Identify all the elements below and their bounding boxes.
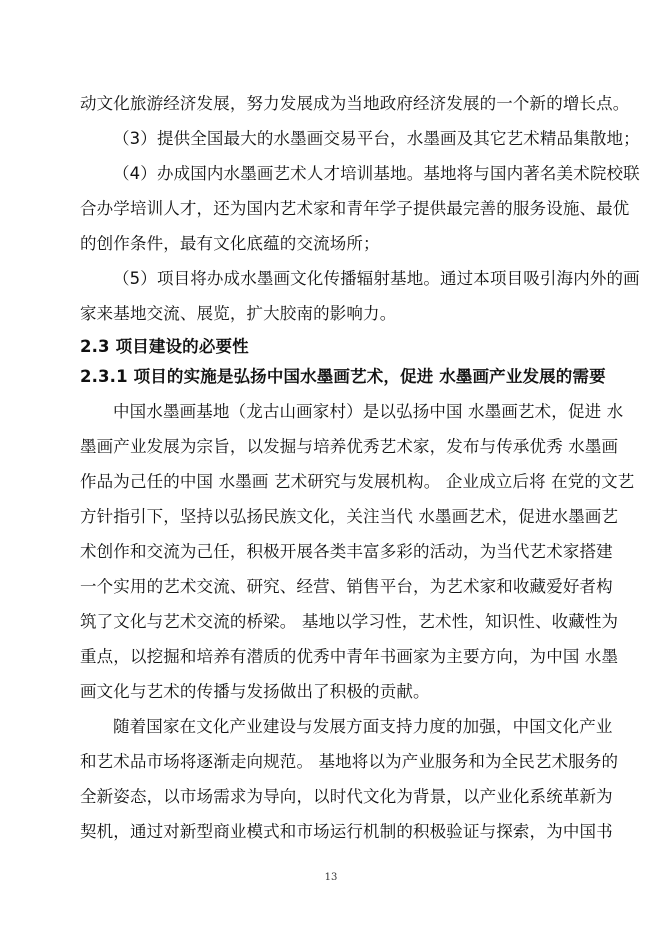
body-line: 家来基地交流、展览，扩大胶南的影响力。 [80, 304, 397, 323]
list-item-5: （5）项目将办成水墨画文化传播辐射基地。通过本项目吸引海内外的画 [113, 269, 640, 288]
body-line: 筑了文化与艺术交流的桥梁。 基地以学习性，艺术性，知识性、收藏性为 [80, 612, 619, 631]
section-heading-2-3: 2.3 项目建设的必要性 [80, 337, 249, 356]
page-number: 13 [324, 872, 338, 883]
list-item-3: （3）提供全国最大的水墨画交易平台，水墨画及其它艺术精品集散地； [113, 129, 640, 148]
body-line: 墨画产业发展为宗旨，以发掘与培养优秀艺术家，发布与传承优秀 水墨画 [80, 437, 619, 456]
body-line: 作品为己任的中国 水墨画 艺术研究与发展机构。 企业成立后将 在党的文艺 [80, 472, 635, 491]
body-line: 的创作条件，最有文化底蕴的交流场所； [80, 234, 380, 253]
body-line: 方针指引下，坚持以弘扬民族文化，关注当代 水墨画艺术，促进水墨画艺 [80, 507, 619, 526]
list-item-4: （4）办成国内水墨画艺术人才培训基地。基地将与国内著名美术院校联 [113, 164, 640, 183]
paragraph-start: 随着国家在文化产业建设与发展方面支持力度的加强，中国文化产业 [113, 717, 613, 736]
body-line: 合办学培训人才，还为国内艺术家和青年学子提供最完善的服务设施、最优 [80, 199, 630, 218]
body-line: 一个实用的艺术交流、研究、经营、销售平台，为艺术家和收藏爱好者构 [80, 577, 613, 596]
body-line: 契机，通过对新型商业模式和市场运行机制的积极验证与探索，为中国书 [80, 822, 613, 841]
body-line: 动文化旅游经济发展，努力发展成为当地政府经济发展的一个新的增长点。 [80, 94, 630, 113]
body-line: 重点，以挖掘和培养有潜质的优秀中青年书画家为主要方向，为中国 水墨 [80, 647, 619, 666]
body-line: 术创作和交流为己任，积极开展各类丰富多彩的活动，为当代艺术家搭建 [80, 542, 613, 561]
subsection-heading-2-3-1: 2.3.1 项目的实施是弘扬中国水墨画艺术，促进 水墨画产业发展的需要 [80, 367, 606, 386]
body-line: 画文化与艺术的传播与发扬做出了积极的贡献。 [80, 682, 430, 701]
body-line: 全新姿态，以市场需求为导向，以时代文化为背景，以产业化系统革新为 [80, 787, 613, 806]
paragraph-start: 中国水墨画基地（龙古山画家村）是以弘扬中国 水墨画艺术，促进 水 [113, 402, 624, 421]
body-line: 和艺术品市场将逐渐走向规范。 基地将以为产业服务和为全民艺术服务的 [80, 752, 619, 771]
